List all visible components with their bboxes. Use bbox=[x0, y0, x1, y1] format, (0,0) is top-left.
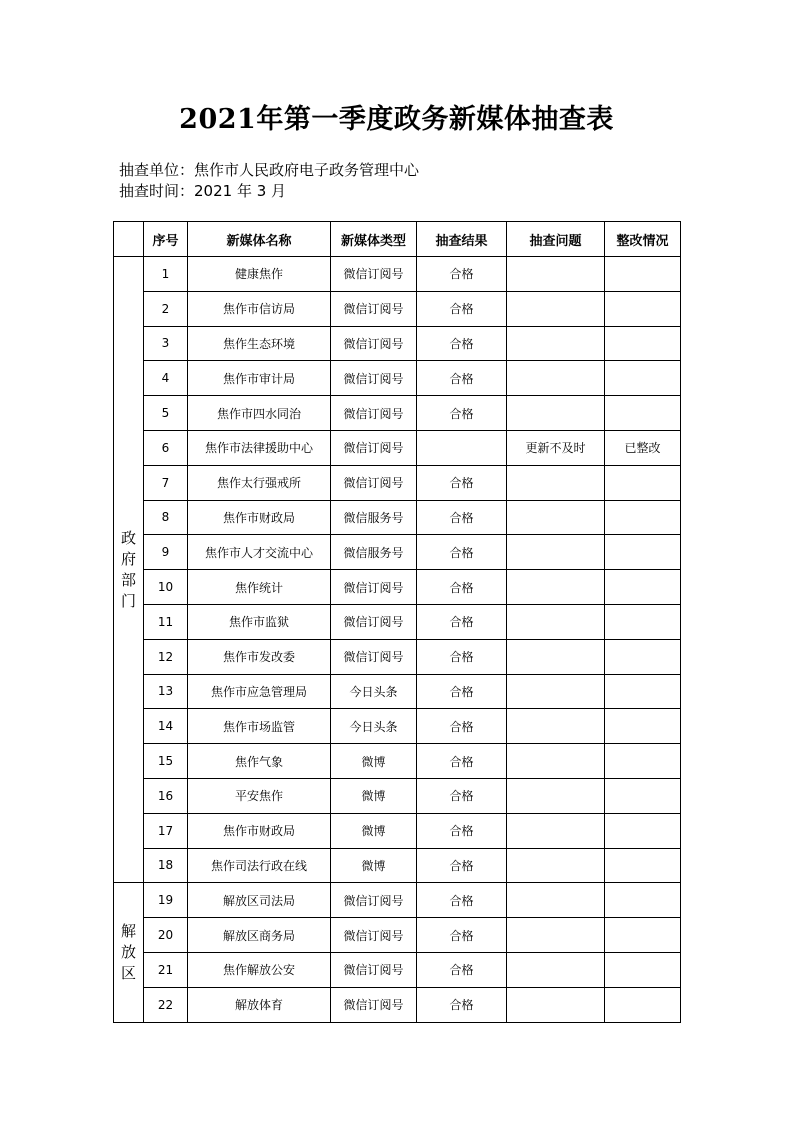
check-problem-cell bbox=[507, 778, 605, 813]
row-number-cell: 16 bbox=[144, 778, 188, 813]
rectification-status-cell bbox=[605, 987, 681, 1022]
media-type-cell: 微信订阅号 bbox=[331, 604, 417, 639]
table-row bbox=[114, 987, 681, 1022]
group-label-cell bbox=[114, 257, 144, 883]
media-name-cell: 焦作气象 bbox=[188, 744, 331, 779]
media-type-cell: 微信订阅号 bbox=[331, 326, 417, 361]
rectification-status-cell bbox=[605, 639, 681, 674]
table-row bbox=[114, 709, 681, 744]
media-type-cell: 微信订阅号 bbox=[331, 987, 417, 1022]
row-number-cell: 15 bbox=[144, 744, 188, 779]
table-row bbox=[114, 744, 681, 779]
row-number-cell: 19 bbox=[144, 883, 188, 918]
media-name-cell: 焦作市财政局 bbox=[188, 813, 331, 848]
media-name-cell: 焦作解放公安 bbox=[188, 952, 331, 987]
rectification-status-cell bbox=[605, 257, 681, 292]
row-number-cell: 7 bbox=[144, 465, 188, 500]
check-problem-cell: 更新不及时 bbox=[507, 430, 605, 465]
media-name-cell: 焦作市审计局 bbox=[188, 361, 331, 396]
check-problem-cell bbox=[507, 918, 605, 953]
check-problem-cell bbox=[507, 848, 605, 883]
media-type-cell: 微信订阅号 bbox=[331, 430, 417, 465]
check-result-cell: 合格 bbox=[417, 604, 507, 639]
header-media-type: 新媒体类型 bbox=[331, 222, 417, 257]
row-number-cell: 4 bbox=[144, 361, 188, 396]
rectification-status-cell bbox=[605, 570, 681, 605]
media-type-cell: 微信订阅号 bbox=[331, 257, 417, 292]
check-problem-cell bbox=[507, 987, 605, 1022]
media-type-cell: 微信订阅号 bbox=[331, 465, 417, 500]
header-problem: 抽查问题 bbox=[507, 222, 605, 257]
check-problem-cell bbox=[507, 674, 605, 709]
table-row bbox=[114, 326, 681, 361]
media-name-cell: 焦作市人才交流中心 bbox=[188, 535, 331, 570]
check-problem-cell bbox=[507, 396, 605, 431]
check-problem-cell bbox=[507, 535, 605, 570]
table-row bbox=[114, 918, 681, 953]
rectification-status-cell bbox=[605, 500, 681, 535]
media-type-cell: 微信订阅号 bbox=[331, 918, 417, 953]
check-problem-cell bbox=[507, 326, 605, 361]
row-number-cell: 3 bbox=[144, 326, 188, 361]
check-result-cell bbox=[417, 430, 507, 465]
media-name-cell: 焦作市法律援助中心 bbox=[188, 430, 331, 465]
table-row bbox=[114, 396, 681, 431]
check-problem-cell bbox=[507, 570, 605, 605]
check-result-cell: 合格 bbox=[417, 952, 507, 987]
rectification-status-cell bbox=[605, 291, 681, 326]
media-type-cell: 微博 bbox=[331, 778, 417, 813]
document-title: 2021年第一季度政务新媒体抽查表 bbox=[179, 104, 614, 135]
check-result-cell: 合格 bbox=[417, 500, 507, 535]
check-result-cell: 合格 bbox=[417, 257, 507, 292]
row-number-cell: 2 bbox=[144, 291, 188, 326]
check-result-cell: 合格 bbox=[417, 813, 507, 848]
row-number-cell: 18 bbox=[144, 848, 188, 883]
table-row bbox=[114, 535, 681, 570]
check-result-cell: 合格 bbox=[417, 639, 507, 674]
rectification-status-cell bbox=[605, 396, 681, 431]
header-number: 序号 bbox=[144, 222, 188, 257]
media-name-cell: 焦作市信访局 bbox=[188, 291, 331, 326]
row-number-cell: 13 bbox=[144, 674, 188, 709]
table-row bbox=[114, 952, 681, 987]
row-number-cell: 17 bbox=[144, 813, 188, 848]
media-name-cell: 健康焦作 bbox=[188, 257, 331, 292]
table-row bbox=[114, 257, 681, 292]
table-row bbox=[114, 430, 681, 465]
check-result-cell: 合格 bbox=[417, 465, 507, 500]
table-row bbox=[114, 604, 681, 639]
check-result-cell: 合格 bbox=[417, 848, 507, 883]
media-type-cell: 今日头条 bbox=[331, 709, 417, 744]
rectification-status-cell bbox=[605, 848, 681, 883]
media-name-cell: 焦作生态环境 bbox=[188, 326, 331, 361]
group-label: 政府部门 bbox=[120, 528, 136, 610]
check-result-cell: 合格 bbox=[417, 396, 507, 431]
header-result: 抽查结果 bbox=[417, 222, 507, 257]
check-result-cell: 合格 bbox=[417, 883, 507, 918]
check-problem-cell bbox=[507, 361, 605, 396]
check-problem-cell bbox=[507, 639, 605, 674]
media-type-cell: 今日头条 bbox=[331, 674, 417, 709]
check-result-cell: 合格 bbox=[417, 361, 507, 396]
rectification-status-cell bbox=[605, 709, 681, 744]
media-name-cell: 焦作市场监管 bbox=[188, 709, 331, 744]
row-number-cell: 14 bbox=[144, 709, 188, 744]
rectification-status-cell bbox=[605, 744, 681, 779]
media-type-cell: 微博 bbox=[331, 848, 417, 883]
row-number-cell: 9 bbox=[144, 535, 188, 570]
header-group bbox=[114, 222, 144, 257]
check-problem-cell bbox=[507, 465, 605, 500]
row-number-cell: 8 bbox=[144, 500, 188, 535]
media-name-cell: 焦作太行强戒所 bbox=[188, 465, 331, 500]
media-name-cell: 焦作市监狱 bbox=[188, 604, 331, 639]
media-type-cell: 微信服务号 bbox=[331, 535, 417, 570]
check-result-cell: 合格 bbox=[417, 778, 507, 813]
check-result-cell: 合格 bbox=[417, 326, 507, 361]
rectification-status-cell bbox=[605, 778, 681, 813]
table-row bbox=[114, 361, 681, 396]
media-type-cell: 微信订阅号 bbox=[331, 361, 417, 396]
check-result-cell: 合格 bbox=[417, 918, 507, 953]
row-number-cell: 12 bbox=[144, 639, 188, 674]
table-row bbox=[114, 778, 681, 813]
rectification-status-cell bbox=[605, 326, 681, 361]
media-name-cell: 焦作司法行政在线 bbox=[188, 848, 331, 883]
inspection-time: 抽查时间：2021 年 3 月 bbox=[119, 182, 287, 200]
media-name-cell: 解放区商务局 bbox=[188, 918, 331, 953]
media-type-cell: 微信订阅号 bbox=[331, 291, 417, 326]
inspection-unit: 抽查单位：焦作市人民政府电子政务管理中心 bbox=[119, 161, 420, 179]
table-row bbox=[114, 883, 681, 918]
media-type-cell: 微信订阅号 bbox=[331, 952, 417, 987]
media-type-cell: 微博 bbox=[331, 813, 417, 848]
media-type-cell: 微信服务号 bbox=[331, 500, 417, 535]
rectification-status-cell bbox=[605, 604, 681, 639]
check-problem-cell bbox=[507, 291, 605, 326]
media-name-cell: 焦作统计 bbox=[188, 570, 331, 605]
table-row bbox=[114, 570, 681, 605]
table-row bbox=[114, 465, 681, 500]
rectification-status-cell: 已整改 bbox=[605, 430, 681, 465]
check-result-cell: 合格 bbox=[417, 535, 507, 570]
rectification-status-cell bbox=[605, 883, 681, 918]
check-result-cell: 合格 bbox=[417, 570, 507, 605]
media-name-cell: 焦作市四水同治 bbox=[188, 396, 331, 431]
rectification-status-cell bbox=[605, 535, 681, 570]
rectification-status-cell bbox=[605, 952, 681, 987]
row-number-cell: 22 bbox=[144, 987, 188, 1022]
row-number-cell: 6 bbox=[144, 430, 188, 465]
check-result-cell: 合格 bbox=[417, 674, 507, 709]
check-result-cell: 合格 bbox=[417, 291, 507, 326]
row-number-cell: 20 bbox=[144, 918, 188, 953]
rectification-status-cell bbox=[605, 465, 681, 500]
media-name-cell: 解放体育 bbox=[188, 987, 331, 1022]
rectification-status-cell bbox=[605, 918, 681, 953]
media-name-cell: 焦作市财政局 bbox=[188, 500, 331, 535]
header-rectification: 整改情况 bbox=[605, 222, 681, 257]
table-row bbox=[114, 500, 681, 535]
check-problem-cell bbox=[507, 952, 605, 987]
media-type-cell: 微博 bbox=[331, 744, 417, 779]
check-problem-cell bbox=[507, 257, 605, 292]
media-name-cell: 焦作市应急管理局 bbox=[188, 674, 331, 709]
header-media-name: 新媒体名称 bbox=[188, 222, 331, 257]
row-number-cell: 5 bbox=[144, 396, 188, 431]
check-result-cell: 合格 bbox=[417, 709, 507, 744]
rectification-status-cell bbox=[605, 674, 681, 709]
rectification-status-cell bbox=[605, 361, 681, 396]
group-label: 解放区 bbox=[120, 921, 136, 982]
media-type-cell: 微信订阅号 bbox=[331, 396, 417, 431]
row-number-cell: 11 bbox=[144, 604, 188, 639]
media-name-cell: 焦作市发改委 bbox=[188, 639, 331, 674]
table-header-row bbox=[114, 222, 681, 257]
check-problem-cell bbox=[507, 500, 605, 535]
table-row bbox=[114, 813, 681, 848]
table-body bbox=[114, 257, 681, 1023]
row-number-cell: 21 bbox=[144, 952, 188, 987]
table-row bbox=[114, 291, 681, 326]
check-problem-cell bbox=[507, 709, 605, 744]
media-type-cell: 微信订阅号 bbox=[331, 883, 417, 918]
group-label-cell bbox=[114, 883, 144, 1022]
rectification-status-cell bbox=[605, 813, 681, 848]
row-number-cell: 1 bbox=[144, 257, 188, 292]
table-row bbox=[114, 674, 681, 709]
media-name-cell: 解放区司法局 bbox=[188, 883, 331, 918]
check-problem-cell bbox=[507, 604, 605, 639]
check-problem-cell bbox=[507, 744, 605, 779]
media-type-cell: 微信订阅号 bbox=[331, 639, 417, 674]
check-problem-cell bbox=[507, 883, 605, 918]
media-name-cell: 平安焦作 bbox=[188, 778, 331, 813]
row-number-cell: 10 bbox=[144, 570, 188, 605]
check-result-cell: 合格 bbox=[417, 744, 507, 779]
check-problem-cell bbox=[507, 813, 605, 848]
table-row bbox=[114, 848, 681, 883]
table-row bbox=[114, 639, 681, 674]
media-type-cell: 微信订阅号 bbox=[331, 570, 417, 605]
check-result-cell: 合格 bbox=[417, 987, 507, 1022]
inspection-table bbox=[113, 221, 681, 1023]
